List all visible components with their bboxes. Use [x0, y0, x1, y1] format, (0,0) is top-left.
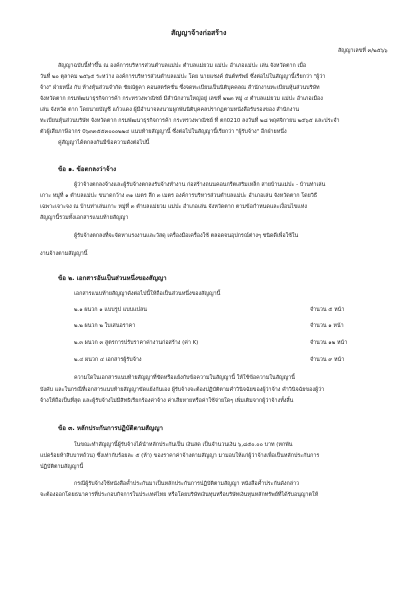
section-heading: ข้อ ๒. เอกสารอันเป็นส่วนหนึ่งของสัญญา: [58, 275, 167, 282]
attachment-label: ๒.๒ ผนวก ๒ ใบเสนอราคา: [74, 323, 136, 329]
attachment-row: [74, 322, 394, 331]
section-line: งานจ้างตามสัญญานี้: [40, 251, 88, 257]
intro-line: วันที่ ๒๐ ตุลาคม ๒๕๖๕ ระหว่าง องค์การบริหารส่วนตำบลแม่ปะ โดย นายแชงค์ ยันต์ทรัพย์ ซึ่งต่อไปในสัญญานี้เรียกว่า "ผู้ว่า: [40, 74, 326, 80]
section-line: ผู้รับจ้างตกลงที่จะจัดหาแรงงานและวัสดุ เครื่องมือเครื่องใช้ ตลอดจนอุปกรณ์ต่างๆ ชนิดดีเพื่อใช้ใน: [74, 233, 299, 239]
contract-number: สัญญาเลขที่ ๓/๒๕๖๖: [338, 48, 388, 54]
attachment-row: [74, 356, 394, 365]
intro-line: ตัวผู้เสียภาษีอากร 0๖๓๓๕๕๓๐๐๐๒๒๔ แนบท้ายสัญญานี้ ซึ่งต่อไปในสัญญานี้เรียกว่า "ผู้รับจ้าง" อีกฝ่ายหนึ่ง: [40, 129, 287, 135]
section-line: กรณีผู้รับจ้างใช้หนังสือค้ำประกันมาเป็นหลักประกันการปฏิบัติตามสัญญา หนังสือค้ำประกันดังกล่าว: [74, 481, 300, 487]
section-line: เกาะ หมู่ที่ ๑ ตำบลแม่ปะ ขนาดกว้าง ๓๑ เมตร ลึก ๓ เมตร องค์การบริหารส่วนตำบลแม่ปะ อำเภอเล่น จังหวัดตาก โดยวิธี: [40, 193, 318, 199]
attachment-count: จำนวน ๕ หน้า: [310, 307, 345, 313]
document-title: สัญญาจ้างก่อสร้าง: [171, 29, 227, 37]
intro-line: คู่สัญญาได้ตกลงกันมีข้อความดังต่อไปนี้: [58, 140, 150, 146]
section-line: ในขณะทำสัญญานี้ผู้รับจ้างได้นำหลักประกันเป็น เงินสด เป็นจำนวนเงิน ๖,๘๕๐.๐๐ บาท (หกพัน: [74, 442, 293, 448]
attachment-count: จำนวน ๙ หน้า: [310, 357, 345, 363]
attachment-count: จำนวน ๑๒ หน้า: [310, 340, 348, 346]
section-heading: ข้อ ๓. หลักประกันการปฏิบัติตามสัญญา: [58, 425, 163, 432]
attachment-row: [74, 306, 394, 315]
section-line: บังคับ และในกรณีที่เอกสารแนบท้ายสัญญาขัดแย้งกันเอง ผู้รับจ้างจะต้องปฏิบัติตามคำวินิจฉัยของผู้ว่าจ้าง คำวินิจฉัยของผู้ว่า: [40, 387, 325, 393]
section-heading: ข้อ ๑. ข้อตกลงว่าจ้าง: [58, 166, 117, 173]
attachment-label: ๒.๑ ผนวก ๑ แบบรูป แบบแปลน: [74, 307, 147, 313]
section-line: ปฏิบัติตามสัญญานี้: [40, 464, 84, 470]
section-line: ผู้ว่าจ้างตกลงจ้างและผู้รับจ้างตกลงรับจ้างทำงาน ก่อสร้างถนนคอนกรีตเสริมเหล็ก สายบ้านแม่ปะ - บ้านท่าเล่น: [74, 182, 326, 188]
attachment-count: จำนวน ๑ หน้า: [310, 323, 344, 329]
intro-line: จ้าง" ฝ่ายหนึ่ง กับ ห้างหุ้นส่วนจำกัด ชัยณัฐคา คอนสตรัคชั่น ซึ่งจดทะเบียนเป็นนิติบุคคลณ สำนักงานทะเบียนหุ้นส่วนบริษัท: [40, 85, 320, 91]
attachment-label: ๒.๔ ผนวก ๔ เอกสารผู้รับจ้าง: [74, 357, 142, 363]
section-line: จ้างให้ถือเป็นที่สุด และผู้รับจ้างไม่มีสิทธิเรียกร้องค่าจ้าง ค่าเสียหายหรือค่าใช้จ่ายใดๆ เพิ่มเติมจากผู้ว่าจ้างทั้งสิ้น: [40, 398, 294, 404]
attachment-label: ๒.๓ ผนวก ๓ สูตรการปรับราคาค่างานก่อสร้าง (ค่า K): [74, 340, 199, 346]
intro-line: เล่น จังหวัด ตาก โดยนายบัญชี แก้วแดง ผู้มีอำนาจลงนามผูกพันนิติบุคคลปรากฏตามหนังสือรับรองของ สำนักงาน: [40, 107, 300, 113]
section-intro: เอกสารแนบท้ายสัญญาดังต่อไปนี้ให้ถือเป็นส่วนหนึ่งของสัญญานี้: [74, 291, 221, 297]
section-line: จะต้องออกโดยธนาคารที่ประกอบกิจการในประเทศไทย หรือโดยบริษัทเงินทุนหรือบริษัทเงินทุนหลักทรัพย์ที่ได้รับอนุญาตให้: [40, 492, 319, 498]
intro-line: สัญญาฉบับนี้ทำขึ้น ณ องค์การบริหารส่วนตำบลแม่ปะ ตำบลแม่ยวม แม่ปะ อำเภอแม่ปะ เล่น จังหวัดตาก เมื่อ: [58, 63, 307, 69]
section-line: สัญญานี้รวมทั้งเอกสารแนบท้ายสัญญา: [40, 215, 129, 221]
intro-line: จังหวัดตาก กรมพัฒนาธุรกิจการค้า กระทรวงพาณิชย์ มีสำนักงานใหญ่อยู่ เลขที่ ๒๒๓ หมู่ ๔ ตำบลแม่ยวม แม่ปะ อำเภอเมือง: [40, 96, 323, 102]
intro-line: ทะเบียนหุ้นส่วนบริษัท จังหวัดตาก กรมพัฒนาธุรกิจการค้า กระทรวงพาณิชย์ ที่ ตก0210 ลงวันที่ ๒๘ พฤศจิกายน ๒๕๖๕ และประจำ: [40, 118, 340, 124]
section-line: ความใดในเอกสารแนบท้ายสัญญาที่ขัดหรือแย้งกับข้อความในสัญญานี้ ให้ใช้ข้อความในสัญญานี้: [74, 375, 295, 381]
section-line: เฉพาะเจาะจง ณ บ้านท่าเล่นเกาะ หมู่ที่ ๓ ตำบลแม่ยวม แม่ปะ อำเภอเล่น จังหวัดตาก ตามข้อกำหนดและเงื่อนไขแห่ง: [40, 204, 307, 210]
attachment-row: [74, 339, 394, 348]
section-line: แปดร้อยห้าสิบบาทถ้วน) ซึ่งเท่ากับร้อยละ ๕ (ห้า) ของราคาค่าจ้างตามสัญญา มามอบให้แก่ผู้ว่าจ้างเพื่อเป็นหลักประกันการ: [40, 453, 320, 459]
